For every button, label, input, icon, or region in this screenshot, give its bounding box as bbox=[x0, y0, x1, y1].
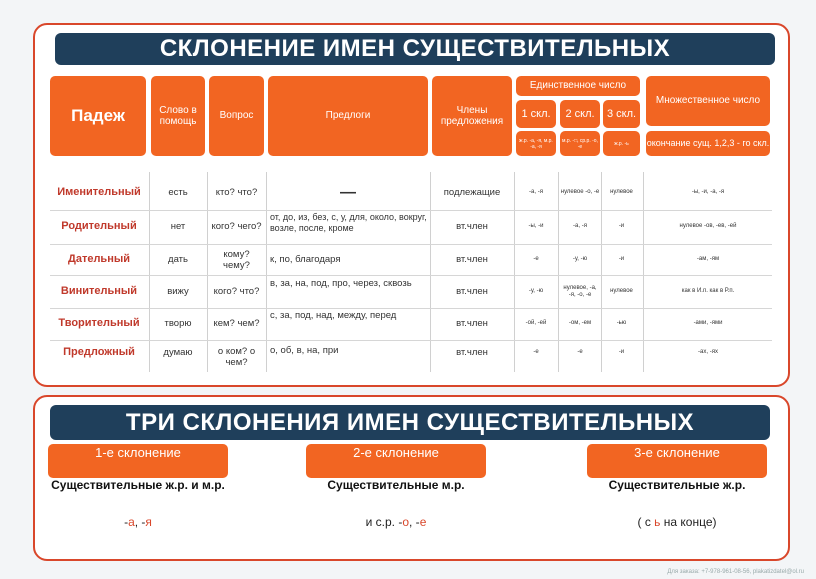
row-divider bbox=[50, 308, 772, 309]
ending-decl2: -ом, -ем bbox=[568, 320, 592, 327]
helper-word: дать bbox=[168, 254, 188, 266]
ending-plural: нулевое -ов, -ев, -ей bbox=[679, 223, 737, 230]
ending-plural: -ы, -и, -а, -я bbox=[691, 189, 725, 196]
ending-decl3: -и bbox=[618, 223, 625, 230]
declension-1-text: Существительные ж.р. и м.р. bbox=[51, 478, 225, 492]
ending-decl2: -е bbox=[577, 349, 583, 356]
header-plural: Множественное число bbox=[646, 76, 770, 126]
case-name: Творительный bbox=[58, 317, 140, 330]
row-divider bbox=[50, 244, 772, 245]
declension-3-text: Существительные ж.р. bbox=[608, 478, 746, 492]
case-name: Родительный bbox=[61, 220, 137, 233]
prepositions: в, за, на, под, про, через, сквозь bbox=[270, 278, 412, 289]
grid-line bbox=[601, 172, 602, 372]
declension-3-endings: ( с ь на конце) bbox=[637, 515, 717, 529]
ending-decl1: -е bbox=[533, 349, 539, 356]
declension-1-endings: -а, -я bbox=[124, 515, 152, 529]
header-decl3: 3 скл. bbox=[603, 100, 640, 128]
header-decl2-note: м.р. -□, ср.р. -о, -е bbox=[560, 131, 600, 156]
case-name: Предложный bbox=[63, 346, 135, 359]
grid-line bbox=[207, 172, 208, 372]
ending-decl3: -ью bbox=[616, 320, 627, 327]
ending-decl2: нулевое, -а, -я, -о, -е bbox=[563, 284, 597, 298]
grid-line bbox=[643, 172, 644, 372]
sentence-member: вт.член bbox=[456, 318, 488, 330]
header-decl1-note: ж.р. -а, -я, м.р. -а, -я bbox=[516, 131, 556, 156]
ending-plural: -ах, -ях bbox=[698, 349, 718, 356]
page-title: СКЛОНЕНИЕ ИМЕН СУЩЕСТВИТЕЛЬНЫХ bbox=[55, 33, 775, 65]
row-divider bbox=[50, 340, 772, 341]
sentence-member: вт.член bbox=[456, 347, 488, 359]
ending-decl2: -а, -я bbox=[573, 223, 587, 230]
helper-word: думаю bbox=[163, 347, 193, 359]
sentence-member: вт.член bbox=[456, 221, 488, 233]
helper-word: есть bbox=[168, 187, 188, 199]
declension-2-text: Существительные м.р. bbox=[327, 478, 465, 492]
ending-decl1: -а, -я bbox=[529, 189, 543, 196]
header-decl1: 1 скл. bbox=[516, 100, 556, 128]
prepositions: о, об, в, на, при bbox=[270, 345, 339, 356]
helper-word: творю bbox=[164, 318, 192, 330]
header-singular: Единственное число bbox=[516, 76, 640, 96]
prepositions: к, по, благодаря bbox=[270, 254, 341, 265]
grid-line bbox=[558, 172, 559, 372]
ending-decl1: -у, -ю bbox=[528, 288, 544, 295]
declension-2-endings: и с.р. -о, -е bbox=[365, 515, 427, 529]
header-plural-note: окончание сущ. 1,2,3 - го скл. bbox=[646, 131, 770, 156]
header-question: Вопрос bbox=[209, 76, 264, 156]
footer-contact: Для заказа: +7-978-961-08-56, plakatizdatel@ol.ru bbox=[667, 569, 804, 575]
question: кем? чем? bbox=[213, 318, 260, 330]
ending-decl1: -е bbox=[533, 256, 539, 263]
case-name: Именительный bbox=[57, 186, 141, 199]
ending-plural: -ами, -ями bbox=[693, 320, 723, 327]
prepositions: — bbox=[340, 184, 356, 202]
declension-3-head: 3-е склонение bbox=[587, 444, 767, 478]
ending-plural: -ам, -ям bbox=[696, 256, 720, 263]
question: кто? что? bbox=[215, 187, 258, 199]
row-divider bbox=[50, 275, 772, 276]
declension-1-head: 1-е склонение bbox=[48, 444, 228, 478]
grid-line bbox=[266, 172, 267, 372]
helper-word: вижу bbox=[167, 286, 189, 298]
ending-plural: как в И.п. как в Р.п. bbox=[681, 288, 735, 295]
header-decl2: 2 скл. bbox=[560, 100, 600, 128]
header-prepositions: Предлоги bbox=[268, 76, 428, 156]
case-name: Винительный bbox=[60, 285, 138, 298]
sentence-member: подлежащие bbox=[443, 187, 501, 199]
ending-decl2: -у, -ю bbox=[572, 256, 588, 263]
row-divider bbox=[50, 210, 772, 211]
declension-2-head: 2-е склонение bbox=[306, 444, 486, 478]
sentence-member: вт.член bbox=[456, 254, 488, 266]
ending-decl3: нулевое bbox=[610, 189, 633, 196]
ending-decl1: -ой, -ей bbox=[525, 320, 547, 327]
question: кому? чему? bbox=[223, 248, 250, 271]
ending-decl3: нулевое bbox=[610, 288, 633, 295]
header-case: Падеж bbox=[50, 76, 146, 156]
sentence-member: вт.член bbox=[456, 286, 488, 298]
question: о ком? о чем? bbox=[217, 345, 256, 368]
grid-line bbox=[430, 172, 431, 372]
grid-line bbox=[514, 172, 515, 372]
case-name: Дательный bbox=[67, 253, 130, 266]
question: кого? что? bbox=[213, 286, 260, 298]
helper-word: нет bbox=[170, 221, 186, 233]
prepositions: от, до, из, без, с, у, для, около, вокруг, возле, после, кроме bbox=[270, 212, 427, 233]
header-helper: Слово в помощь bbox=[151, 76, 205, 156]
question: кого? чего? bbox=[211, 221, 262, 233]
ending-decl3: -и bbox=[618, 256, 625, 263]
header-decl3-note: ж.р. -ь bbox=[603, 131, 640, 156]
prepositions: с, за, под, над, между, перед bbox=[270, 310, 397, 321]
header-members: Члены предложения bbox=[432, 76, 512, 156]
ending-decl1: -ы, -и bbox=[528, 223, 544, 230]
section-title: ТРИ СКЛОНЕНИЯ ИМЕН СУЩЕСТВИТЕЛЬНЫХ bbox=[50, 405, 770, 440]
ending-decl2: нулевое -о, -е bbox=[560, 189, 600, 196]
ending-decl3: -и bbox=[618, 349, 625, 356]
